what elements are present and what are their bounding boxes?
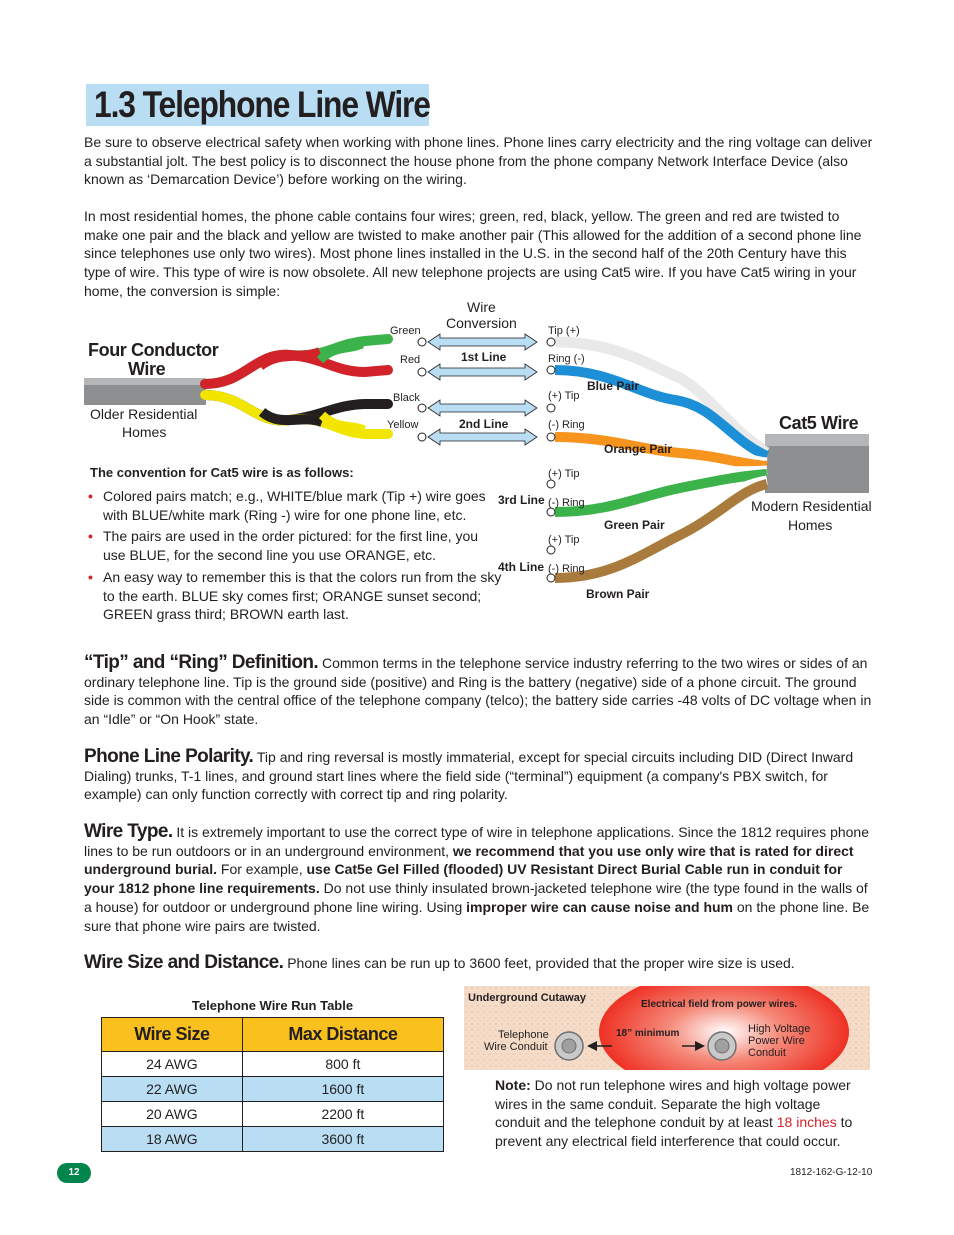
- tip-ring-section: [84, 654, 874, 729]
- table-cell-size: 22 AWG: [102, 1077, 243, 1102]
- arrow-line1-bottom: [428, 364, 537, 380]
- table-cell-distance: 2200 ft: [242, 1102, 443, 1127]
- yellow-label: Yellow: [387, 419, 419, 431]
- field-label: Electrical field from power wires.: [641, 999, 798, 1010]
- table-cell-size: 20 AWG: [102, 1102, 243, 1127]
- polarity-body: Tip and ring reversal is mostly immaterial, except for special circuits including DID (Direct Inward Dialing) trunks, T-1 lines, and ground start lines where the field side (“terminal”) equipment (a company's PBX switch, for example) can only function correctly with correct tip and ring polarity.: [84, 749, 854, 803]
- polarity-heading: Phone Line Polarity.: [84, 746, 254, 767]
- convention-item: [88, 487, 503, 524]
- third-line-label: 3rd Line: [498, 493, 545, 507]
- wire-type-section: [84, 823, 874, 935]
- bullet-icon: •: [88, 568, 93, 585]
- line2-ring-label: (-) Ring: [548, 419, 585, 431]
- table-cell-distance: 1600 ft: [242, 1077, 443, 1102]
- note-highlight: 18 inches: [776, 1114, 837, 1131]
- wire-type-text-4: on the phone line. Be sure that phone wire pairs are twisted.: [84, 898, 870, 934]
- telephone-conduit-label-1: Telephone: [498, 1029, 549, 1041]
- four-conductor-label-1: Four Conductor: [88, 340, 219, 360]
- wire-run-table: [101, 1017, 444, 1152]
- green-label: Green: [390, 325, 421, 337]
- four-conductor-label-2: Wire: [128, 359, 166, 379]
- modern-homes-label-1: Modern Residential: [751, 498, 872, 514]
- wire-conversion-label-2: Conversion: [446, 315, 517, 331]
- wire-type-text-3: Do not use thinly insulated brown-jacketed telephone wire (the type found in the walls of a house) for outdoor or underground phone line wiring. Using: [84, 880, 868, 915]
- cat5-cable-highlight: [765, 434, 869, 446]
- table-cell-distance: 3600 ft: [242, 1127, 443, 1152]
- tip-ring-body: Common terms in the telephone service industry referring to the two wires or sides of an ordinary telephone line. Tip is the ground side (positive) and Ring is the battery (negative) side of a phone circuit. The ground side is common with the central office of the telephone company (telco); the battery side carries -48 volts of DC voltage when in an “Idle” or “On Hook” state.: [84, 655, 872, 728]
- table-cell-size: 24 AWG: [102, 1052, 243, 1077]
- convention-item: [88, 527, 503, 564]
- line2-tip-label: (+) Tip: [548, 390, 580, 402]
- distance-label: 18” minimum: [616, 1028, 680, 1039]
- convention-item: [88, 568, 503, 624]
- line4-ring-label: (-) Ring: [548, 563, 585, 575]
- cat5-wire-label: Cat5 Wire: [779, 413, 859, 433]
- line4-tip-label: (+) Tip: [548, 534, 580, 546]
- note-text-2: to prevent any electrical field interference that could occur.: [495, 1114, 853, 1150]
- cutaway-title: Underground Cutaway: [468, 992, 586, 1004]
- wire-type-text-1: It is extremely important to use the correct type of wire in telephone applications. Since the 1812 requires phone lines to be run outdoors or in an underground environment,: [84, 824, 870, 859]
- wire-type-bold-3: improper wire can cause noise and hum: [466, 898, 733, 915]
- table-header-wire-size: Wire Size: [102, 1018, 243, 1052]
- black-label: Black: [393, 392, 420, 404]
- wire-type-bold-1: we recommend that you use only wire that is rated for direct underground burial.: [84, 842, 854, 878]
- wire-size-body: Phone lines can be run up to 3600 feet, provided that the proper wire size is used.: [287, 955, 795, 971]
- arrow-line2-top: [428, 400, 537, 416]
- red-label: Red: [400, 354, 421, 366]
- power-conduit-label-1: High Voltage: [748, 1023, 811, 1035]
- wire-type-text-2: For example,: [220, 861, 303, 878]
- line3-tip-label: (+) Tip: [548, 468, 580, 480]
- power-conduit-label-2: Power Wire: [748, 1035, 805, 1047]
- wire-type-heading: Wire Type.: [84, 821, 173, 842]
- second-line-label: 2nd Line: [459, 417, 509, 431]
- older-homes-label-2: Homes: [122, 424, 167, 440]
- ring-minus-label: Ring (-): [548, 353, 585, 365]
- table-row: [102, 1127, 444, 1152]
- table-cell-size: 18 AWG: [102, 1127, 243, 1152]
- line3-ring-label: (-) Ring: [548, 497, 585, 509]
- arrow-line1-top: [428, 334, 537, 350]
- note-text-1: Do not run telephone wires and high voltage power wires in the same conduit. Separate the high voltage conduit and the telephone conduit by at least: [495, 1077, 851, 1131]
- modern-homes-label-2: Homes: [788, 517, 833, 533]
- convention-item-text: Colored pairs match; e.g., WHITE/blue mark (Tip +) wire goes with BLUE/white mark (Ring -) wire for one phone line, etc.: [103, 488, 486, 523]
- brown-pair-label: Brown Pair: [586, 587, 650, 601]
- polarity-section: [84, 748, 874, 804]
- table-row: [102, 1077, 444, 1102]
- table-row: [102, 1052, 444, 1077]
- bullet-icon: •: [88, 528, 93, 545]
- intro-paragraph-2: In most residential homes, the phone cable contains four wires; green, red, black, yellow. The green and red are twisted to make one pair and the black and yellow are twisted to make another pair (This allowed for the addition of a second phone line since telephones use only two wires). Most phone lines installed in the U.S. in the second half of the 20th Century have this type of wire. This type of wire is now obsolete. All new telephone projects are using Cat5 wire. If you have Cat5 wiring in your home, the conversion is simple:: [84, 208, 862, 299]
- table-row: [102, 1102, 444, 1127]
- tip-ring-heading: “Tip” and “Ring” Definition.: [84, 652, 319, 673]
- note-text: [495, 1076, 855, 1151]
- intro-paragraph-1: Be sure to observe electrical safety when working with phone lines. Phone lines carry electricity and the ring voltage can deliver a substantial jolt. The best policy is to disconnect the house phone from the phone company Network Interface Device (also known as ‘Demarcation Device’) before working on the wiring.: [84, 134, 873, 188]
- blue-pair-label: Blue Pair: [587, 379, 640, 393]
- green-pair-label: Green Pair: [604, 518, 665, 532]
- orange-pair-label: Orange Pair: [604, 442, 673, 456]
- table-header-row: [102, 1018, 444, 1052]
- table-title: Telephone Wire Run Table: [191, 998, 354, 1013]
- convention-item-text: The pairs are used in the order pictured: for the first line, you use BLUE, for the second line you use ORANGE, etc.: [103, 528, 479, 564]
- convention-title: The convention for Cat5 wire is as follows:: [90, 465, 354, 480]
- note-label: Note:: [495, 1077, 531, 1093]
- convention-item-text: An easy way to remember this is that the colors run from the sky to the earth. BLUE sky comes first; ORANGE sunset second; GREEN grass third; BROWN earth last.: [103, 568, 502, 623]
- table-header-max-distance: Max Distance: [242, 1018, 443, 1052]
- wire-size-heading: Wire Size and Distance.: [84, 952, 284, 973]
- page-number-badge: 12: [57, 1163, 91, 1183]
- tip-plus-label: Tip (+): [548, 325, 580, 337]
- convention-list: [88, 487, 503, 627]
- bullet-icon: •: [88, 488, 93, 504]
- wire-conversion-label-1: Wire: [467, 299, 496, 315]
- arrow-line2-bottom: [428, 429, 537, 445]
- telephone-conduit-label-2: Wire Conduit: [484, 1041, 548, 1053]
- fourth-line-label: 4th Line: [498, 560, 545, 574]
- older-homes-label-1: Older Residential: [90, 406, 198, 422]
- first-line-label: 1st Line: [461, 350, 507, 364]
- wire-type-bold-2: use Cat5e Gel Filled (flooded) UV Resistant Direct Burial Cable run in conduit for your 1812 phone line requirements.: [84, 861, 843, 897]
- document-code: 1812-162-G-12-10: [790, 1167, 873, 1178]
- page-title: 1.3 Telephone Line Wire: [94, 84, 430, 125]
- power-conduit-label-3: Conduit: [748, 1047, 786, 1059]
- table-cell-distance: 800 ft: [242, 1052, 443, 1077]
- wire-size-section: [84, 954, 874, 973]
